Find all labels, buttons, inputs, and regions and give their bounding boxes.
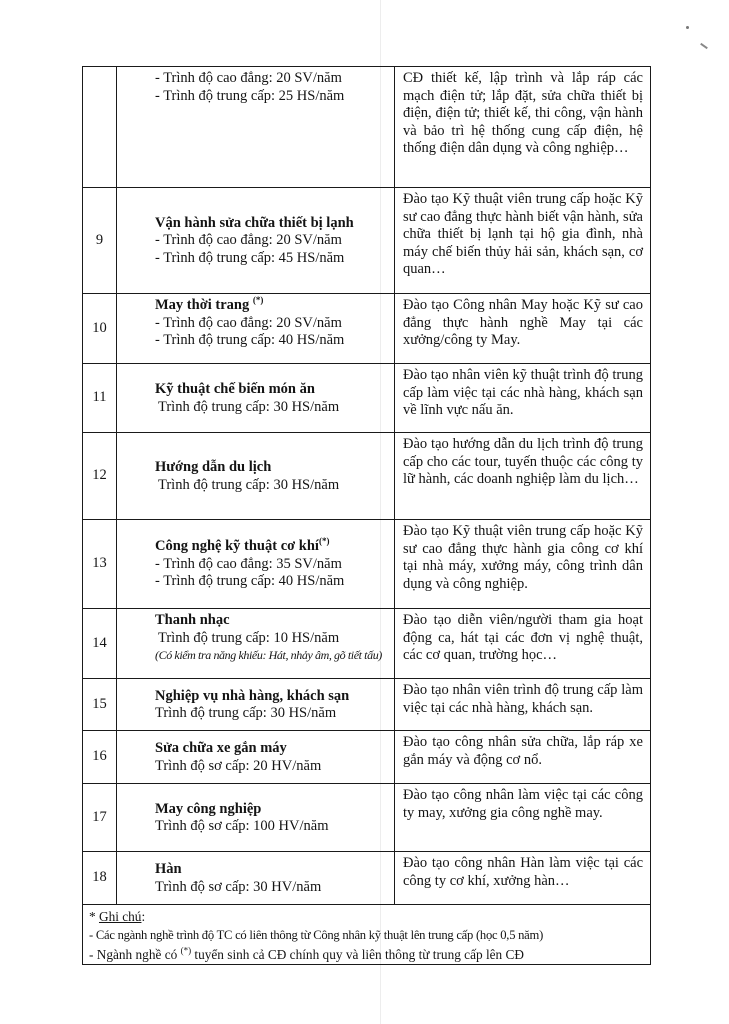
quota-line: Trình độ trung cấp: 30 HS/năm bbox=[158, 476, 340, 493]
asterisk-mark: (*) bbox=[252, 295, 264, 306]
note-line: - Các ngành nghề trình độ TC có liên thông từ Công nhân kỹ thuật lên trung cấp (học 0,5 năm) bbox=[89, 928, 544, 942]
table-row bbox=[83, 364, 651, 433]
program-cell bbox=[117, 852, 395, 905]
asterisk-mark: (*) bbox=[180, 945, 192, 956]
table-row bbox=[83, 433, 651, 520]
description-cell: Đào tạo Kỹ thuật viên trung cấp hoặc Kỹ sư cao đẳng thực hành biết vận hành, sửa chữa thiết bị lạnh tại hộ gia đình, nhà máy chế biến thủy hải sản, khách sạn, cơ quan… bbox=[395, 188, 651, 294]
description-cell: Đào tạo công nhân sửa chữa, lắp ráp xe gắn máy và động cơ nổ. bbox=[395, 731, 651, 784]
program-cell bbox=[117, 679, 395, 731]
quota-line: Trình độ sơ cấp: 100 HV/năm bbox=[155, 818, 329, 834]
program-cell bbox=[117, 294, 395, 364]
program-cell bbox=[117, 188, 395, 294]
quota-line: Trình độ trung cấp: 30 HS/năm bbox=[155, 705, 337, 721]
table-row bbox=[83, 188, 651, 294]
quota-line: - Trình độ cao đẳng: 20 SV/năm bbox=[155, 70, 342, 86]
row-number: 12 bbox=[83, 433, 117, 520]
row-number: 11 bbox=[83, 364, 117, 433]
program-name: Hướng dẫn du lịch bbox=[155, 459, 272, 475]
program-name: Thanh nhạc bbox=[155, 612, 230, 628]
table-row bbox=[83, 520, 651, 609]
table-row bbox=[83, 852, 651, 905]
description-cell: Đào tạo nhân viên trình độ trung cấp làm việc tại các nhà hàng, khách sạn. bbox=[395, 679, 651, 731]
program-cell bbox=[117, 67, 395, 188]
quota-line: - Trình độ cao đẳng: 20 SV/năm bbox=[155, 232, 342, 249]
quota-line: - Trình độ trung cấp: 25 HS/năm bbox=[155, 87, 345, 104]
program-cell bbox=[117, 784, 395, 852]
table-row bbox=[83, 731, 651, 784]
notes-title: * Ghi chú: bbox=[89, 909, 146, 924]
quota-line: - Trình độ trung cấp: 40 HS/năm bbox=[155, 332, 345, 348]
program-name: Nghiệp vụ nhà hàng, khách sạn bbox=[155, 687, 350, 704]
row-number: 13 bbox=[83, 520, 117, 609]
program-name: Kỹ thuật chế biến món ăn bbox=[155, 381, 315, 397]
program-name: May công nghiệp bbox=[155, 800, 262, 817]
program-name: Sửa chữa xe gắn máy bbox=[155, 740, 287, 756]
description-cell: Đào tạo công nhân làm việc tại các công ty may, xưởng gia công nghề may. bbox=[395, 784, 651, 852]
program-name: May thời trang (*) bbox=[155, 295, 264, 313]
row-number: 9 bbox=[83, 188, 117, 294]
description-cell: Đào tạo Công nhân May hoặc Kỹ sư cao đẳng thực hành nghề May tại các xưởng/công ty May. bbox=[395, 294, 651, 364]
description-cell: CĐ thiết kế, lập trình và lắp ráp các mạch điện tử; lắp đặt, sửa chữa thiết bị điện, điện tử; thiết kế, thi công, vận hành và bảo trì hệ thống cung cấp điện, hệ thống điện dân dụng và công nghiệp… bbox=[395, 67, 651, 188]
description-cell: Đào tạo hướng dẫn du lịch trình độ trung cấp cho các tour, tuyến thuộc các công ty lữ hành, các doanh nghiệp làm du lịch… bbox=[395, 433, 651, 520]
description-cell: Đào tạo Kỹ thuật viên trung cấp hoặc Kỹ sư cao đẳng thực hành gia công cơ khí tại nhà máy, xưởng máy, công trình dân dụng và công nghiệp. bbox=[395, 520, 651, 609]
asterisk-mark: (*) bbox=[318, 536, 330, 547]
quota-line: Trình độ sơ cấp: 30 HV/năm bbox=[155, 878, 322, 895]
quota-line: Trình độ sơ cấp: 20 HV/năm bbox=[155, 757, 322, 774]
scan-mark bbox=[700, 43, 708, 49]
program-name: Công nghệ kỹ thuật cơ khí(*) bbox=[155, 536, 330, 555]
program-cell bbox=[117, 520, 395, 609]
row-number: 15 bbox=[83, 679, 117, 731]
description-cell: Đào tạo công nhân Hàn làm việc tại các công ty cơ khí, xưởng hàn… bbox=[395, 852, 651, 905]
program-cell bbox=[117, 609, 395, 679]
table-row bbox=[83, 67, 651, 188]
description-cell: Đào tạo nhân viên kỹ thuật trình độ trung cấp làm việc tại các nhà hàng, khách sạn về lĩnh vực nấu ăn. bbox=[395, 364, 651, 433]
row-number: 14 bbox=[83, 609, 117, 679]
training-programs-table bbox=[82, 66, 651, 965]
table-row bbox=[83, 679, 651, 731]
description-cell: Đào tạo diễn viên/người tham gia hoạt động ca, hát tại các đơn vị nghệ thuật, các cơ quan, trường học… bbox=[395, 609, 651, 679]
quota-line: - Trình độ trung cấp: 45 HS/năm bbox=[155, 249, 345, 266]
notes-row bbox=[83, 905, 651, 965]
table-row bbox=[83, 784, 651, 852]
program-name: Vận hành sửa chữa thiết bị lạnh bbox=[155, 214, 354, 231]
quota-line: Trình độ trung cấp: 10 HS/năm bbox=[158, 629, 340, 646]
quota-line: Trình độ trung cấp: 30 HS/năm bbox=[158, 398, 340, 415]
program-cell bbox=[117, 433, 395, 520]
program-cell bbox=[117, 364, 395, 433]
program-cell bbox=[117, 731, 395, 784]
row-number: 10 bbox=[83, 294, 117, 364]
quota-line: - Trình độ cao đẳng: 20 SV/năm bbox=[155, 314, 342, 331]
table-row bbox=[83, 609, 651, 679]
aptitude-test-note: (Có kiểm tra năng khiếu: Hát, nhảy âm, gõ tiết tấu) bbox=[155, 648, 382, 662]
note-line: - Ngành nghề có (*) tuyển sinh cả CĐ chính quy và liên thông từ trung cấp lên CĐ bbox=[89, 945, 525, 962]
quota-line: - Trình độ cao đẳng: 35 SV/năm bbox=[155, 555, 342, 572]
notes-cell bbox=[83, 905, 651, 965]
row-number bbox=[83, 67, 117, 188]
row-number: 16 bbox=[83, 731, 117, 784]
quota-line: - Trình độ trung cấp: 40 HS/năm bbox=[155, 573, 345, 590]
row-number: 18 bbox=[83, 852, 117, 905]
table-row bbox=[83, 294, 651, 364]
program-name: Hàn bbox=[155, 861, 182, 877]
row-number: 17 bbox=[83, 784, 117, 852]
scan-speck bbox=[686, 26, 689, 29]
